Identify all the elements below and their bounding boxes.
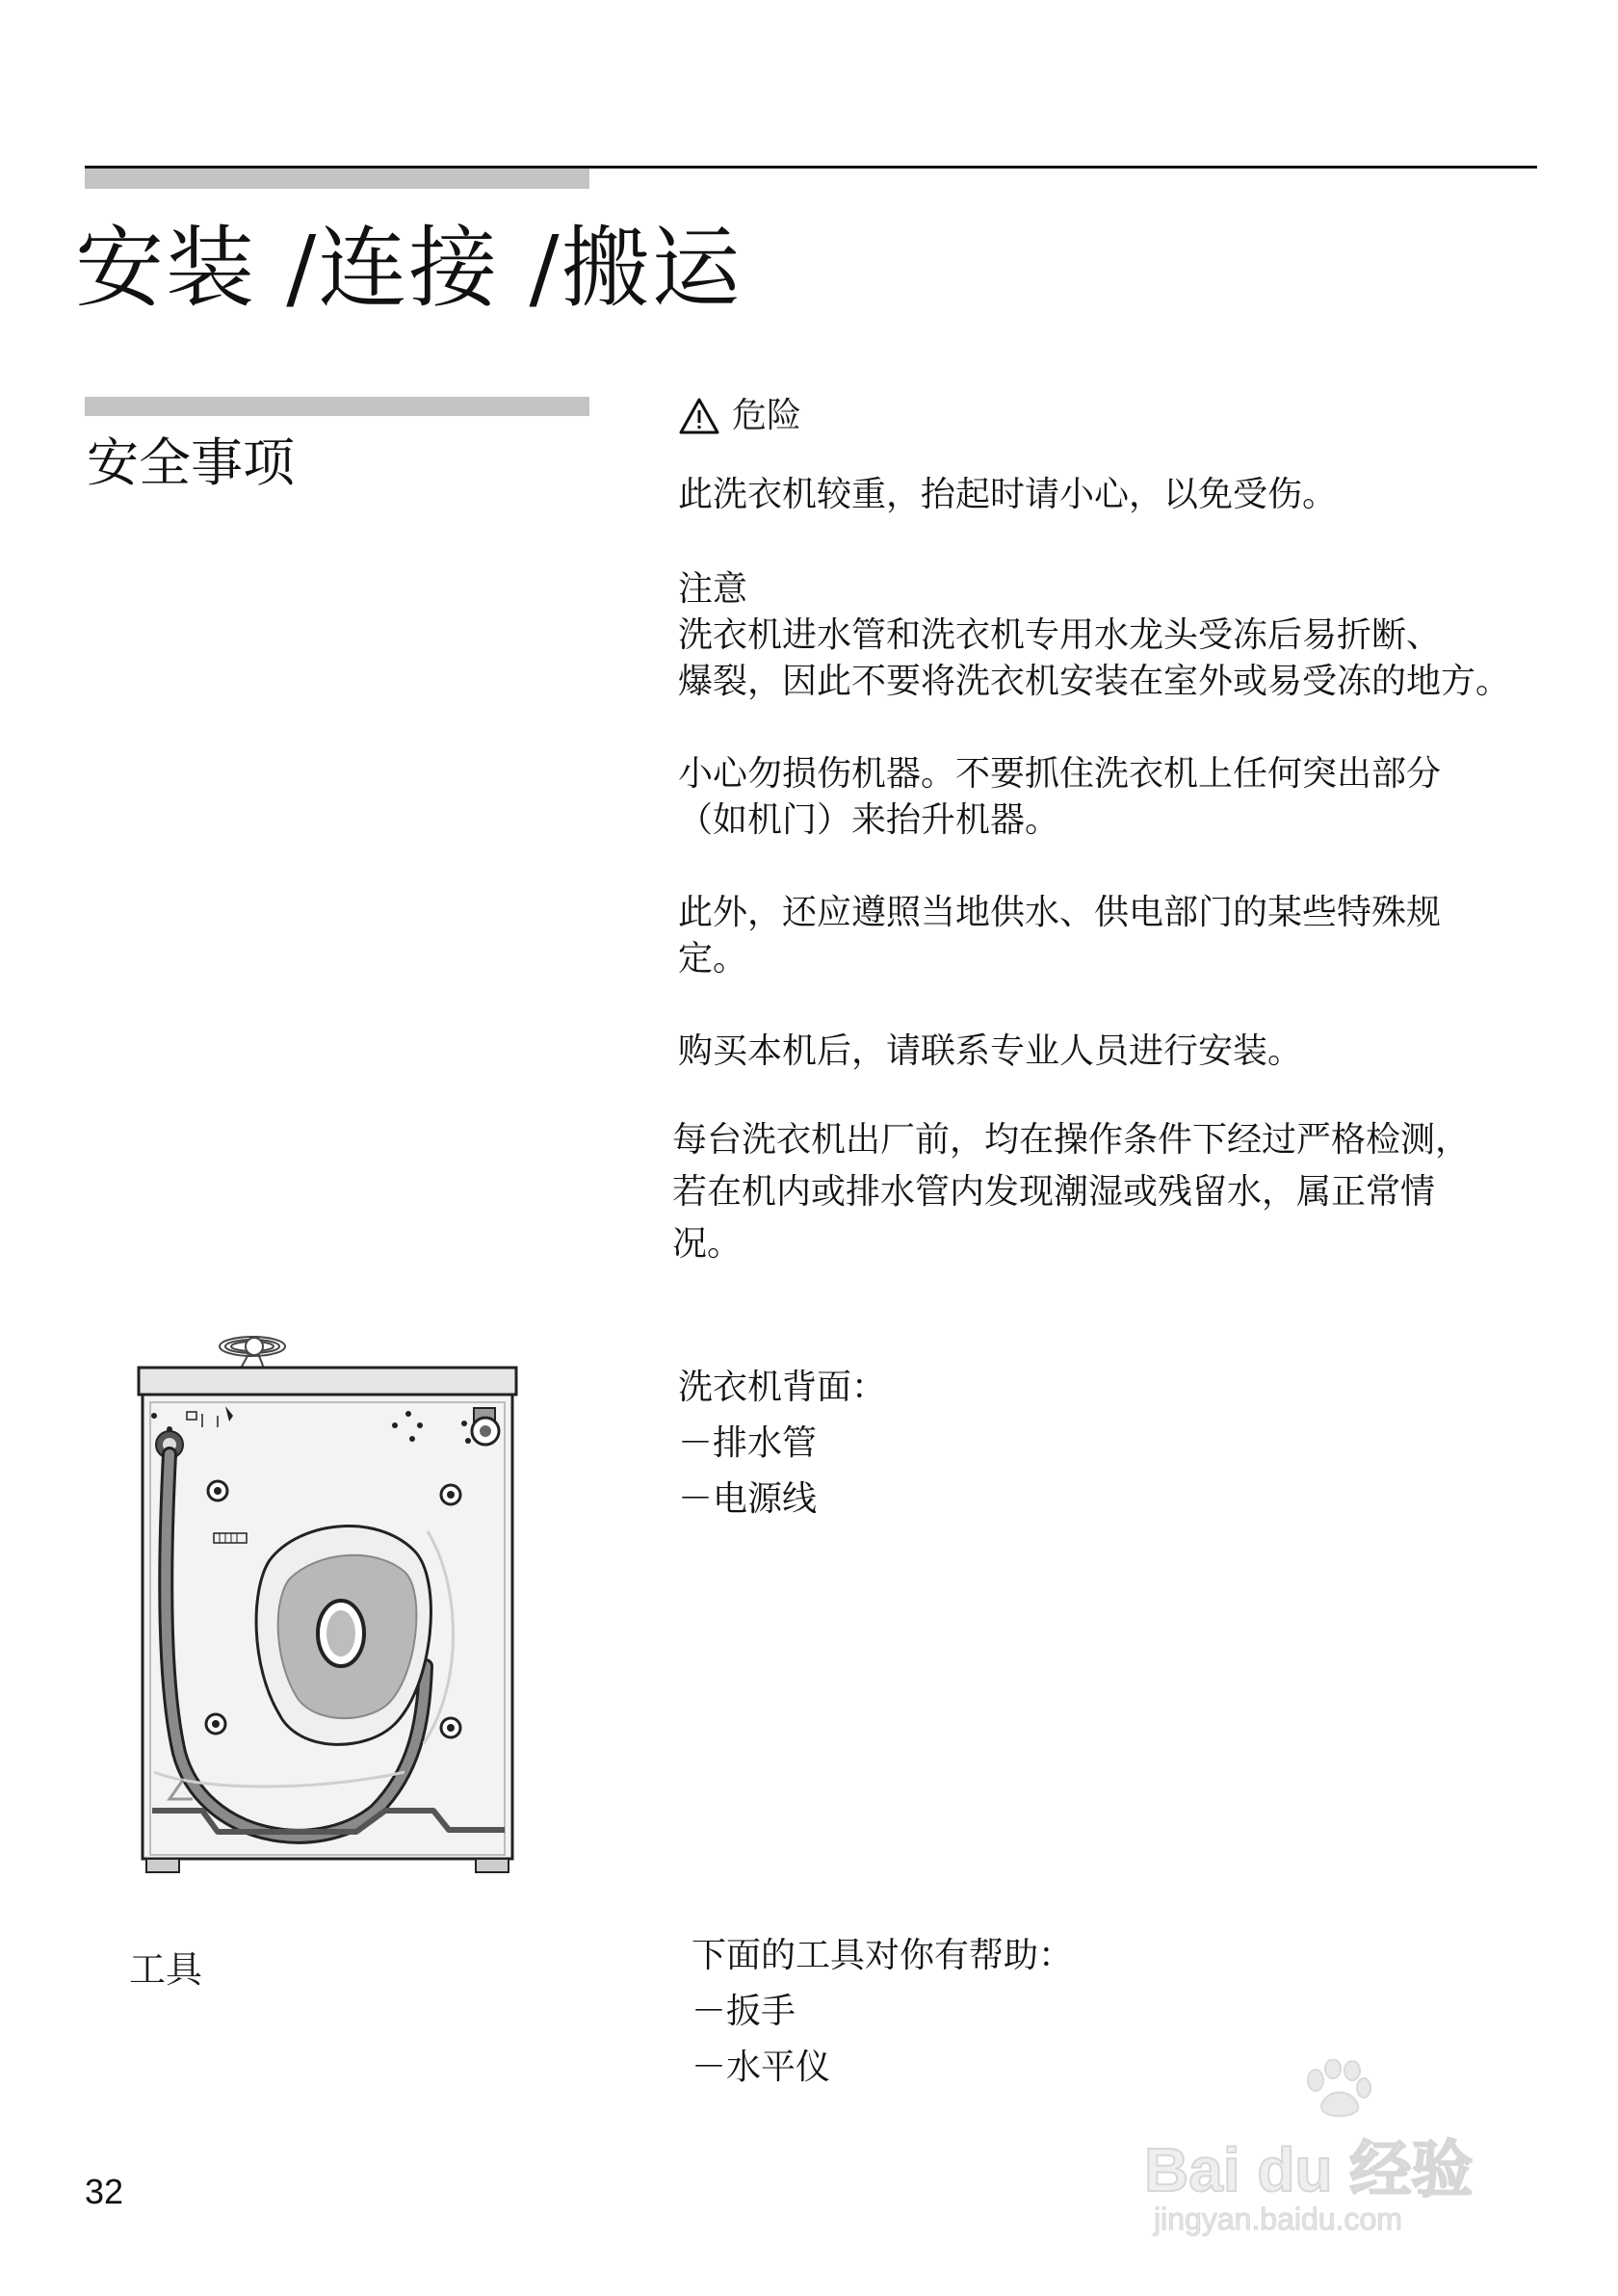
back-view-item-power-cord: －电源线	[678, 1479, 818, 1519]
section-title: 安全事项	[87, 432, 295, 493]
page-number: 32	[85, 2172, 124, 2211]
test-line-2: 若在机内或排水管内发现潮湿或残留水，属正常情	[672, 1172, 1436, 1212]
tools-heading: 下面的工具对你有帮助：	[692, 1936, 1074, 1975]
test-line-1: 每台洗衣机出厂前，均在操作条件下经过严格检测，	[672, 1120, 1471, 1160]
baidu-watermark	[1144, 2059, 1529, 2252]
notice-block	[678, 566, 1510, 705]
notice-label: 注意	[678, 569, 748, 609]
warning-triangle-icon	[678, 397, 720, 435]
back-view-item-drain-hose: －排水管	[678, 1423, 818, 1463]
tools-block	[692, 1928, 1073, 2096]
danger-text	[678, 472, 1337, 518]
danger-heading	[678, 393, 801, 439]
rules-paragraph	[678, 890, 1441, 982]
watermark-brand: Bai du 经验	[1144, 2135, 1474, 2205]
test-paragraph	[672, 1117, 1470, 1267]
install-paragraph	[678, 1029, 1302, 1075]
notice-line-2: 爆裂，因此不要将洗衣机安装在室外或易受冻的地方。	[678, 662, 1511, 701]
header-black-rule	[85, 166, 1537, 169]
header-gray-bar	[85, 168, 589, 189]
tools-label: 工具	[129, 1948, 203, 1991]
install-line-1: 购买本机后，请联系专业人员进行安装。	[678, 1031, 1303, 1071]
page-title: 安装 /连接 /搬运	[75, 217, 743, 320]
damage-line-1: 小心勿损伤机器。不要抓住洗衣机上任何突出部分	[678, 754, 1442, 794]
danger-line: 此洗衣机较重，抬起时请小心，以免受伤。	[678, 475, 1338, 514]
paw-icon	[1298, 2059, 1375, 2126]
washing-machine-back-illustration	[125, 1319, 530, 1897]
section-gray-bar	[85, 397, 589, 416]
tools-item-wrench: －扳手	[692, 1992, 796, 2031]
tools-item-level: －水平仪	[692, 2048, 831, 2087]
danger-label: 危险	[732, 396, 802, 435]
rules-line-2: 定。	[678, 939, 748, 978]
damage-paragraph	[678, 751, 1441, 844]
watermark-url: jingyan.baidu.com	[1154, 2202, 1402, 2236]
back-view-block	[678, 1360, 886, 1527]
notice-line-1: 洗衣机进水管和洗衣机专用水龙头受冻后易折断、	[678, 615, 1442, 655]
back-view-heading: 洗衣机背面：	[678, 1368, 887, 1407]
damage-line-2: （如机门）来抬升机器。	[678, 800, 1060, 840]
test-line-3: 况。	[672, 1224, 743, 1264]
rules-line-1: 此外，还应遵照当地供水、供电部门的某些特殊规	[678, 893, 1442, 932]
